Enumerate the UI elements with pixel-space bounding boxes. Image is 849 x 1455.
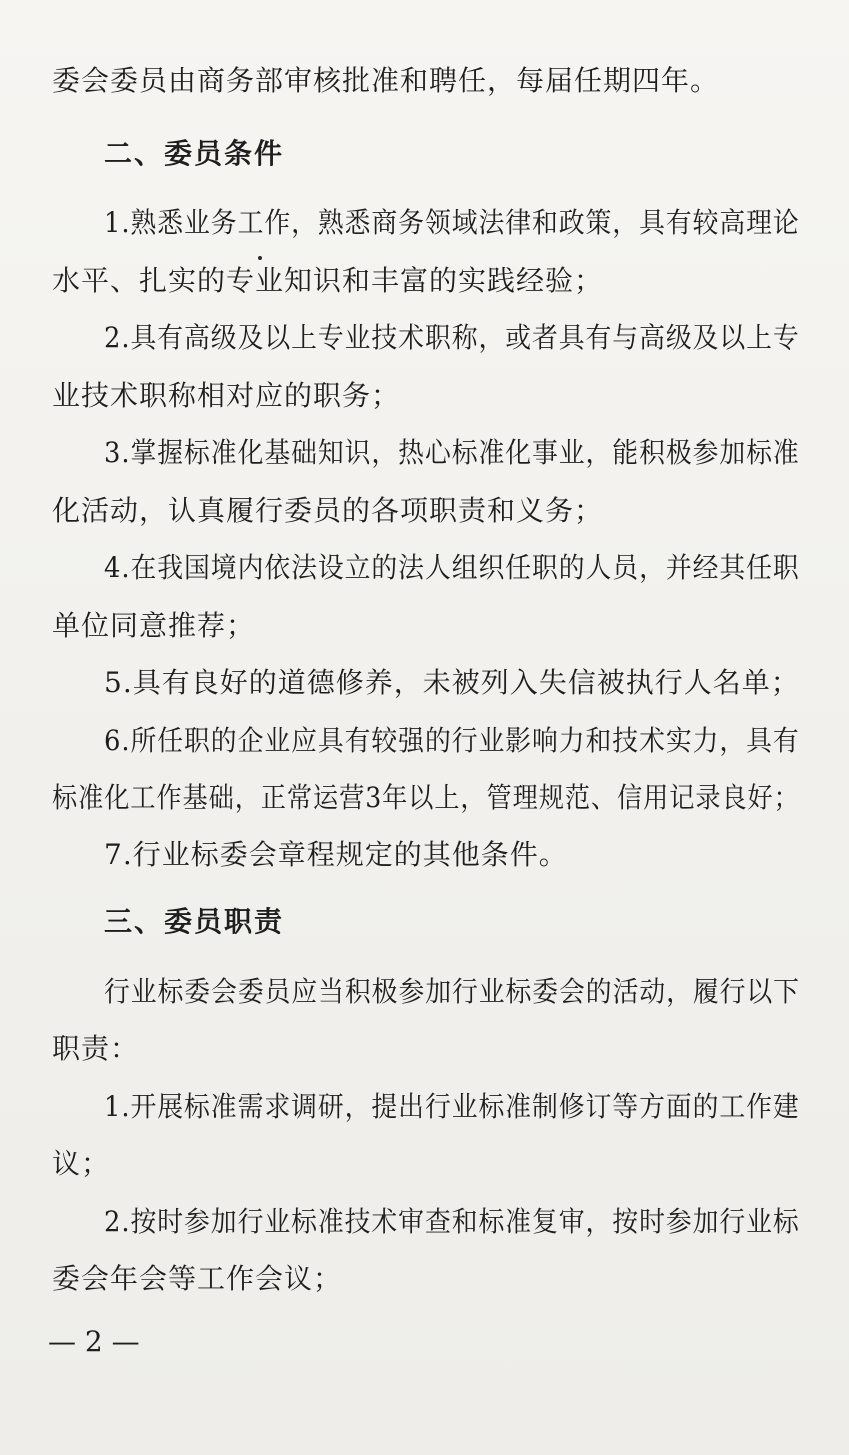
section-heading-2: 二、委员条件 (104, 137, 285, 170)
text-line-18: 1.开展标准需求调研，提出行业标准制修订等方面的工作建 (104, 1090, 800, 1123)
text-line-3: 1.熟悉业务工作，熟悉商务领域法律和政策，具有较高理论 (104, 206, 800, 239)
text-line-9: 4.在我国境内依法设立的法人组织任职的人员，并经其任职 (104, 551, 800, 584)
text-line-12: 6.所任职的企业应具有较强的行业影响力和技术实力，具有 (104, 724, 800, 757)
text-line-13: 标准化工作基础，正常运营3年以上，管理规范、信用记录良好； (52, 781, 800, 814)
text-line-6: 业技术职称相对应的职务； (52, 379, 401, 412)
text-line-20: 2.按时参加行业标准技术审查和标准复审，按时参加行业标 (104, 1205, 800, 1238)
text-line-1: 委会委员由商务部审核批准和聘任，每届任期四年。 (52, 64, 720, 97)
text-line-11: 5.具有良好的道德修养，未被列入失信被执行人名单； (104, 666, 800, 699)
page-number: — 2 — (48, 1325, 140, 1358)
text-line-21: 委会年会等工作会议； (52, 1262, 343, 1295)
section-heading-3: 三、委员职责 (104, 905, 285, 938)
print-speck (258, 256, 262, 260)
text-line-17: 职责： (52, 1032, 140, 1065)
text-line-8: 化活动，认真履行委员的各项职责和义务； (52, 494, 604, 527)
text-line-4: 水平、扎实的专业知识和丰富的实践经验； (52, 264, 604, 297)
text-line-7: 3.掌握标准化基础知识，热心标准化事业，能积极参加标准 (104, 436, 800, 469)
text-line-5: 2.具有高级及以上专业技术职称，或者具有与高级及以上专 (104, 321, 800, 354)
text-line-19: 议； (52, 1147, 111, 1180)
text-line-10: 单位同意推荐； (52, 609, 256, 642)
text-line-14: 7.行业标委会章程规定的其他条件。 (104, 838, 568, 871)
text-line-16: 行业标委会委员应当积极参加行业标委会的活动，履行以下 (104, 975, 800, 1008)
